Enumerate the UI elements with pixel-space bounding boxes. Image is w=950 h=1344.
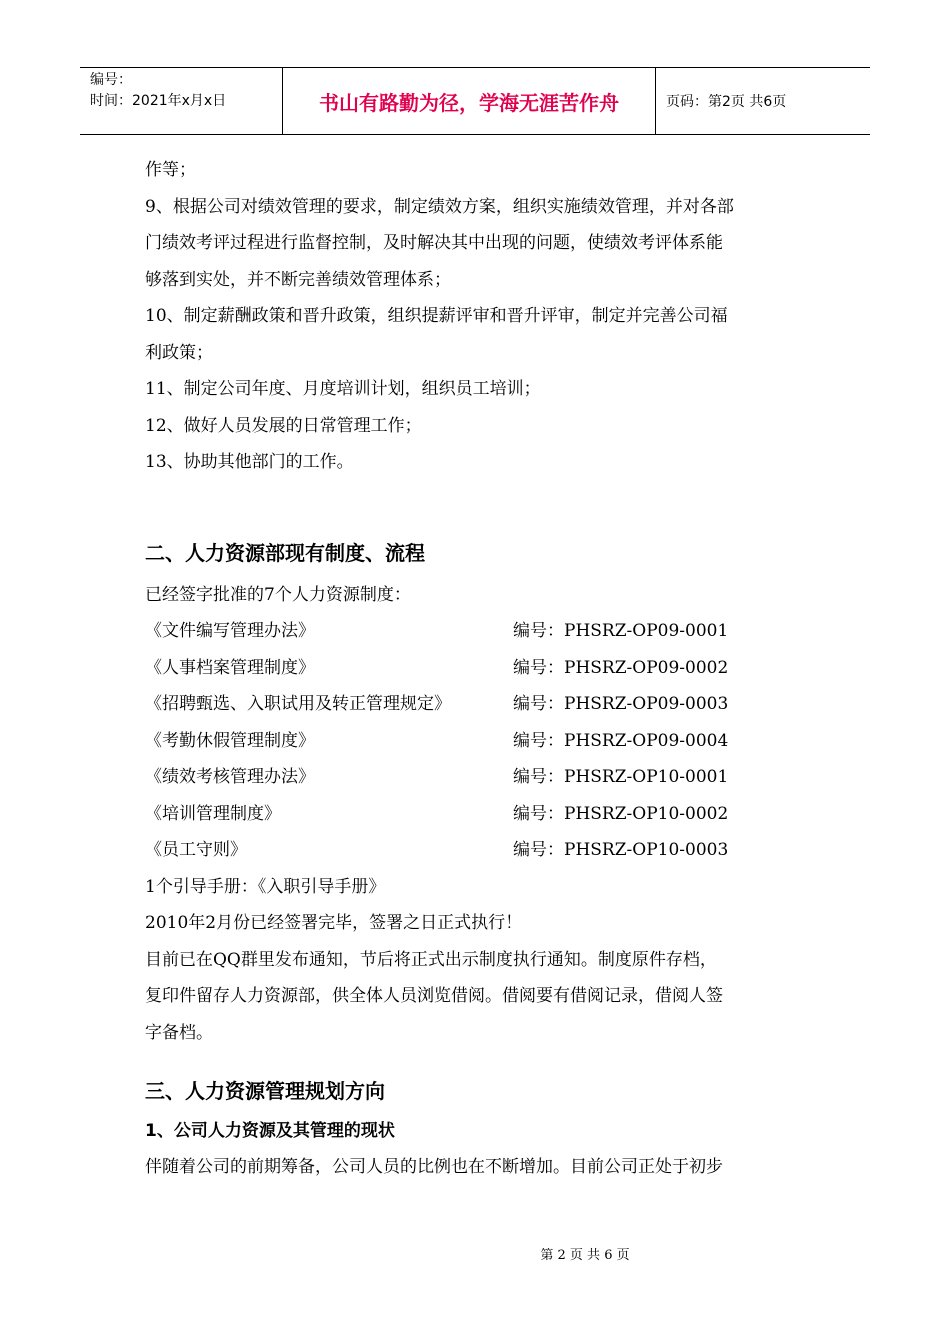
regulation-code: 编号：PHSRZ-OP10-0003 — [513, 840, 729, 860]
regulation-title: 《考勤休假管理制度》 — [145, 730, 315, 751]
section3-subheading: 1、公司人力资源及其管理的现状 — [145, 1121, 395, 1141]
regulation-title: 《绩效考核管理办法》 — [145, 767, 315, 787]
regulation-row — [145, 723, 815, 760]
regulation-title: 《员工守则》 — [145, 840, 247, 860]
regulation-code: 编号：PHSRZ-OP10-0001 — [513, 767, 729, 787]
time-label: 时间：2021年x月x日 — [90, 93, 227, 109]
regulation-title: 《招聘甄选、入职试用及转正管理规定》 — [145, 694, 451, 714]
document-body — [145, 152, 815, 1186]
section2-intro: 已经签字批准的7个人力资源制度： — [145, 584, 411, 605]
number-label: 编号： — [90, 72, 132, 88]
header-motto: 书山有路勤为径，学海无涯苦作舟 — [282, 68, 656, 134]
body-line: 10、制定薪酬政策和晋升政策，组织提薪评审和晋升评审，制定并完善公司福 — [145, 306, 728, 326]
body-line: 作等； — [145, 160, 196, 180]
regulation-row — [145, 832, 815, 869]
regulation-row — [145, 686, 815, 723]
regulation-row — [145, 796, 815, 833]
body-line: 2010年2月份已经签署完毕，签署之日正式执行！ — [145, 913, 523, 933]
page-header — [80, 67, 870, 135]
regulation-row — [145, 650, 815, 687]
regulation-code: 编号：PHSRZ-OP09-0001 — [513, 621, 729, 641]
regulation-title: 《培训管理制度》 — [145, 803, 281, 824]
header-page-info: 页码：第2页 共6页 — [666, 94, 787, 110]
regulation-title: 《文件编写管理办法》 — [145, 621, 315, 641]
regulation-row — [145, 759, 815, 796]
body-line: 复印件留存人力资源部，供全体人员浏览借阅。借阅要有借阅记录，借阅人签 — [145, 986, 723, 1006]
body-line: 1个引导手册：《入职引导手册》 — [145, 876, 386, 897]
regulation-row — [145, 613, 815, 650]
body-line: 门绩效考评过程进行监督控制，及时解决其中出现的问题，使绩效考评体系能 — [145, 233, 723, 253]
section2-heading: 二、人力资源部现有制度、流程 — [145, 540, 425, 565]
regulation-code: 编号：PHSRZ-OP09-0004 — [513, 730, 729, 751]
page-footer: 第 2 页 共 6 页 — [540, 1248, 630, 1263]
header-meta — [80, 68, 282, 134]
body-line: 字备档。 — [145, 1022, 213, 1043]
body-line: 够落到实处，并不断完善绩效管理体系； — [145, 269, 451, 290]
regulation-code: 编号：PHSRZ-OP09-0003 — [513, 694, 729, 714]
section3-heading: 三、人力资源管理规划方向 — [145, 1079, 385, 1103]
body-line: 11、制定公司年度、月度培训计划，组织员工培训； — [145, 379, 541, 399]
body-line: 9、根据公司对绩效管理的要求，制定绩效方案，组织实施绩效管理，并对各部 — [145, 196, 734, 217]
body-line: 13、协助其他部门的工作。 — [145, 452, 354, 472]
body-line: 目前已在QQ群里发布通知，节后将正式出示制度执行通知。制度原件存档， — [145, 949, 717, 970]
body-line: 12、做好人员发展的日常管理工作； — [145, 415, 422, 436]
regulation-code: 编号：PHSRZ-OP10-0002 — [513, 803, 729, 824]
regulation-title: 《人事档案管理制度》 — [145, 657, 315, 678]
regulation-code: 编号：PHSRZ-OP09-0002 — [513, 657, 729, 678]
body-line: 伴随着公司的前期筹备，公司人员的比例也在不断增加。目前公司正处于初步 — [145, 1157, 723, 1177]
body-line: 利政策； — [145, 342, 213, 363]
